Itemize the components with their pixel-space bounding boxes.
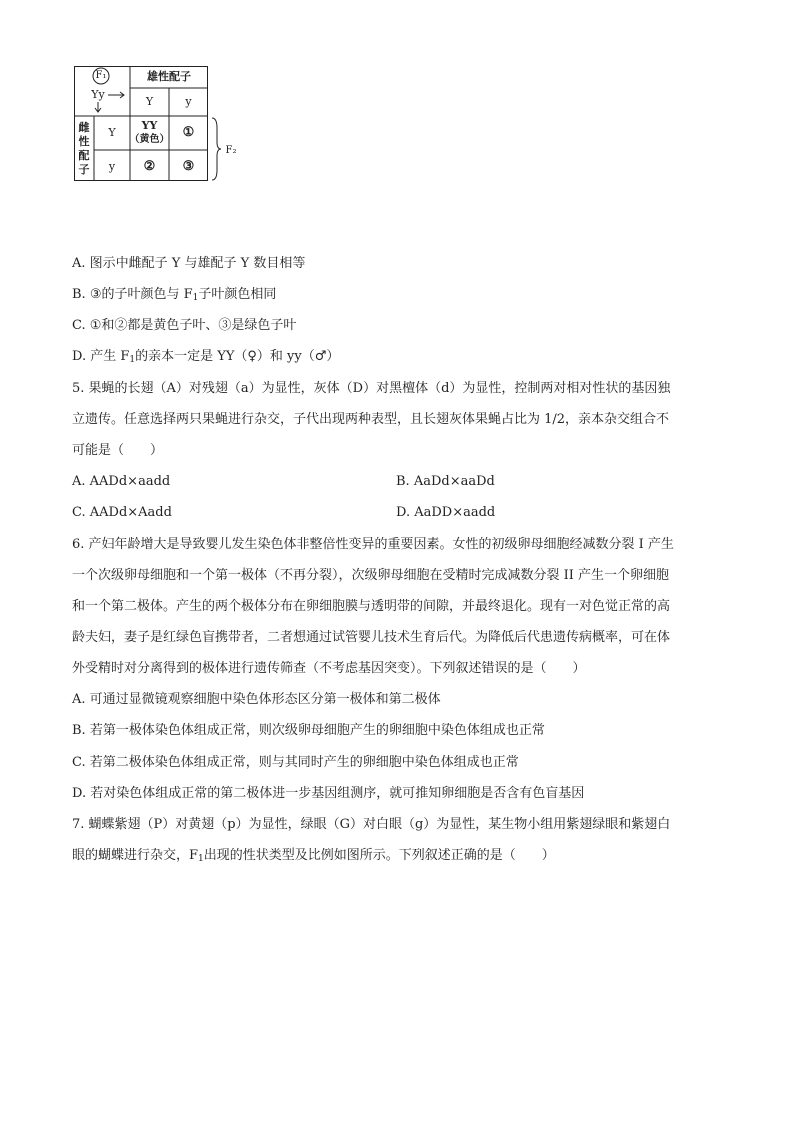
parent-f1-label: F₁ bbox=[95, 70, 107, 81]
f2-label: F₂ bbox=[225, 145, 237, 156]
offspring-2: ② bbox=[143, 159, 156, 174]
q6-stem-line-1: 6. 产妇年龄增大是导致婴儿发生染色体非整倍性变异的重要因素。女性的初级卵母细胞经减数分裂 I 产生 bbox=[72, 537, 674, 552]
q5-stem-line-2: 立遗传。任意选择两只果蝇进行杂交，子代出现两种表型，且长翅灰体果蝇占比为 1/2，亲本杂交组合不 bbox=[72, 412, 670, 427]
offspring-YY: YY bbox=[141, 119, 158, 132]
q4-option-c: C. ①和②都是黄色子叶、③是绿色子叶 bbox=[72, 318, 297, 333]
q5-option-c: C. AADd×Aadd bbox=[72, 505, 172, 520]
q6-stem-line-4: 龄夫妇，妻子是红绿色盲携带者，二者想通过试管婴儿技术生育后代。为降低后代患遗传病概率，可在体 bbox=[72, 630, 671, 645]
female-gametes-header-4: 子 bbox=[78, 163, 90, 176]
q6-option-a: A. 可通过显微镜观察细胞中染色体形态区分第一极体和第二极体 bbox=[72, 692, 441, 707]
q5-stem-line-3: 可能是（ ） bbox=[72, 443, 164, 458]
q5-option-d: D. AaDD×aadd bbox=[396, 505, 496, 520]
female-gametes-header-3: 配 bbox=[78, 149, 90, 162]
female-gamete-y: y bbox=[108, 160, 116, 173]
offspring-3: ③ bbox=[182, 159, 195, 174]
q5-option-b: B. AaDd×aaDd bbox=[396, 474, 495, 489]
q6-option-c: C. 若第二极体染色体组成正常，则与其同时产生的卵细胞中染色体组成也正常 bbox=[72, 755, 519, 770]
q6-option-d: D. 若对染色体组成正常的第二极体进一步基因组测序，就可推知卵细胞是否含有色盲基因 bbox=[72, 786, 585, 801]
offspring-YY-phenotype: （黄色） bbox=[129, 134, 170, 145]
female-gamete-Y: Y bbox=[108, 126, 116, 139]
q4-option-d: D. 产生 $F_1$的亲本一定是 YY（♀）和 yy（♂） bbox=[72, 349, 340, 365]
q7-stem-line-2: 眼的蝴蝶进行杂交，$F_1$出现的性状类型及比例如图所示。下列叙述正确的是（ ） bbox=[72, 848, 555, 864]
q4-option-b: B. ③的子叶颜色与 $F_1$子叶颜色相同 bbox=[72, 287, 277, 303]
offspring-1: ① bbox=[182, 125, 195, 140]
q6-stem-line-3: 和一个第二极体。产生的两个极体分布在卵细胞膜与透明带的间隙，并最终退化。现有一对色觉正常的高 bbox=[72, 599, 671, 614]
female-gametes-header-1: 雌 bbox=[78, 121, 90, 134]
q6-stem-line-2: 一个次级卵母细胞和一个第一极体（不再分裂），次级卵母细胞在受精时完成减数分裂 II 产生一个卵细胞 bbox=[72, 568, 670, 583]
female-gametes-header-2: 性 bbox=[78, 135, 90, 148]
q4-option-a: A. 图示中雌配子 Y 与雄配子 Y 数目相等 bbox=[72, 256, 306, 271]
q6-stem-line-5: 外受精时对分离得到的极体进行遗传筛查（不考虑基因突变）。下列叙述错误的是（ ） bbox=[72, 661, 586, 676]
male-gamete-y: y bbox=[185, 95, 192, 108]
parent-genotype: Yy bbox=[91, 88, 105, 101]
q5-stem-line-1: 5. 果蝇的长翅（A）对残翅（a）为显性，灰体（D）对黑檀体（d）为显性，控制两对相对性状的基因独 bbox=[72, 381, 671, 396]
q5-option-a: A. AADd×aadd bbox=[72, 474, 171, 489]
q7-stem-line-1: 7. 蝴蝶紫翅（P）对黄翅（p）为显性，绿眼（G）对白眼（g）为显性，某生物小组用紫翅绿眼和紫翅白 bbox=[72, 817, 671, 832]
male-gametes-header: 雄性配子 bbox=[147, 70, 191, 83]
q6-option-b: B. 若第一极体染色体组成正常，则次级卵母细胞产生的卵细胞中染色体组成也正常 bbox=[72, 723, 545, 738]
male-gamete-Y: Y bbox=[145, 95, 154, 108]
